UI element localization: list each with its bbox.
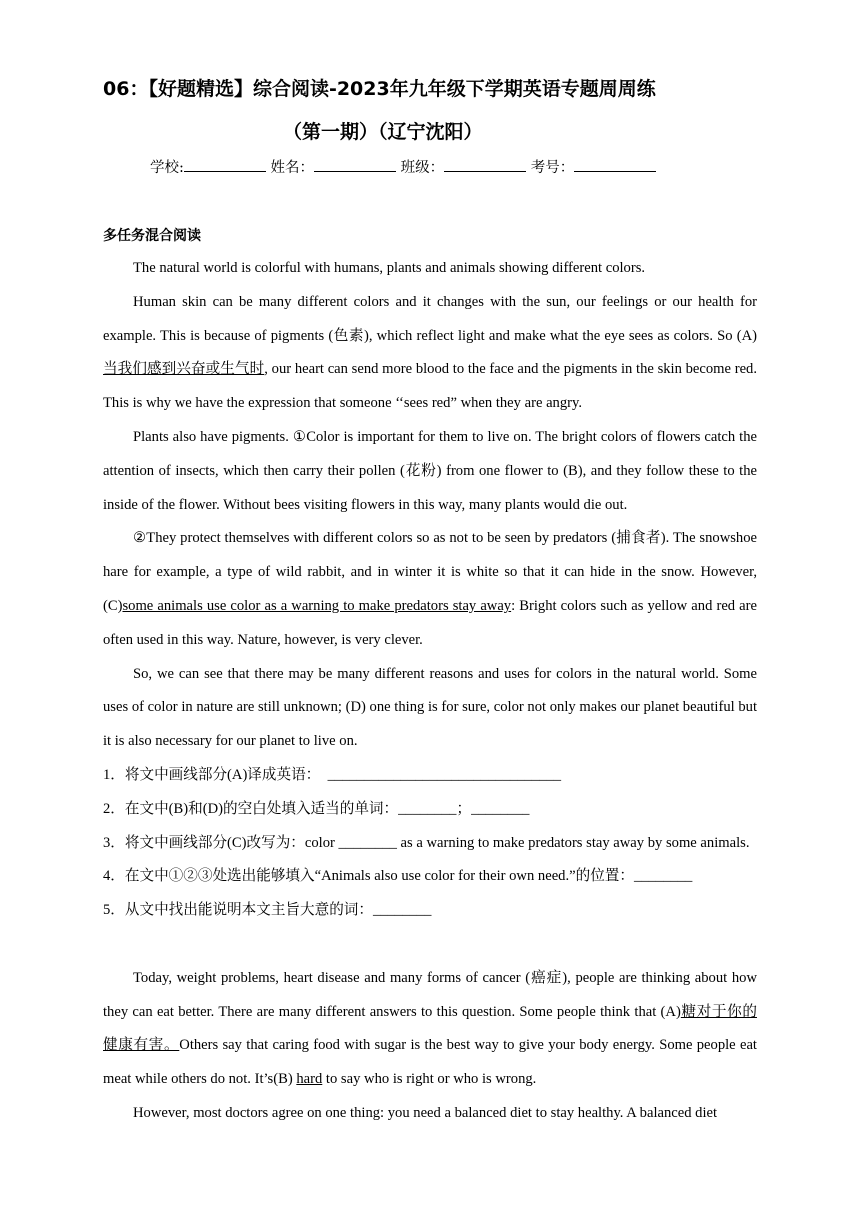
passage1-paragraph-1: The natural world is colorful with humans, plants and animals showing different colors. [133,260,646,276]
name-blank [314,157,396,172]
spacer [103,928,757,962]
question-3: 3．将文中画线部分(C)改写为：color ________ as a warning to make predators stay away by some animals. [103,834,750,851]
passage1-paragraph-4 [103,522,772,657]
section-heading: 多任务混合阅读 [103,228,201,244]
question-2: 2．在文中(B)和(D)的空白处填入适当的单词：________；________ [103,800,530,817]
passage2-p1-text-b: Others say that caring food with sugar is the best way to give your body energy. Some people eat meat while others do not. It’s(B) [103,1037,757,1088]
school-blank [184,157,266,172]
school-label: 学校: [150,160,184,176]
document-body [103,252,772,1131]
passage1-p4-text-b: : Bright colors such as yellow and red are often used in this way. Nature, however, is very clever. [103,597,757,648]
passage1-p2-text-a: Human skin can be many different colors and it changes with the sun, our feelings or our health for example. This is because of pigments (色素), which reflect light and make what the eye sees as colors. So (A) [103,293,757,344]
passage1-paragraph-2 [103,286,757,421]
underlined-part-c: some animals use color as a warning to make predators stay away [122,597,512,614]
underlined-word-hard: hard [296,1071,323,1088]
passage1-paragraph-5: So, we can see that there may be many different reasons and uses for colors in the natural world. Some uses of color in nature are still unknown; (D) one thing is for sure, color not only makes our planet beautiful but it is also necessary for our planet to live on. [103,665,757,750]
exam-no-label: 考号： [530,160,575,176]
page-title-line1: 06：【好题精选】综合阅读-2023年九年级下学期英语专题周周练 [103,78,656,100]
passage2-paragraph-2: However, most doctors agree on one thing: you need a balanced diet to stay healthy. A balanced diet [133,1104,718,1121]
passage2-p1-text-c: to say who is right or who is wrong. [322,1071,537,1088]
underlined-part-a2: 糖对于你的健康有害。 [103,1003,757,1054]
passage1-p4-text-a: ②They protect themselves with different colors so as not to be seen by predators (捕食者). The snowshoe hare for example, a type of wild rabbit, and in winter it is white so that it can hide in the snow. However, (C) [103,530,772,614]
question-5: 5．从文中找出能说明本文主旨大意的词：________ [103,902,432,919]
passage1-p2-text-b: , our heart can send more blood to the face and the pigments in the skin become red. This is why we have the expression that someone ‘‘sees red” when they are angry. [103,361,757,412]
class-blank [444,157,526,172]
page-title-line2: （第一期）（辽宁沈阳） [283,121,483,143]
class-label: 班级： [400,160,445,176]
exam-no-blank [574,157,656,172]
underlined-part-a: 当我们感到兴奋或生气时 [103,361,265,378]
name-label: 姓名： [270,160,314,176]
passage2-paragraph-1 [103,962,757,1097]
student-info-line [150,157,656,178]
passage2-p1-text-a: Today, weight problems, heart disease and many forms of cancer (癌症), people are thinking about how they can eat better. There are many different answers to this question. Some people think that (A) [103,969,757,1020]
question-4: 4．在文中①②③处选出能够填入“Animals also use color for their own need.”的位置：________ [103,868,693,885]
question-1: 1．将文中画线部分(A)译成英语： ________________________________ [103,766,562,783]
passage1-paragraph-3: Plants also have pigments. ①Color is important for them to live on. The bright colors of flowers catch the attention of insects, which then carry their pollen (花粉) from one flower to (B), and they follow these to the inside of the flower. Without bees visiting flowers in this way, many plants would die out. [103,428,757,513]
